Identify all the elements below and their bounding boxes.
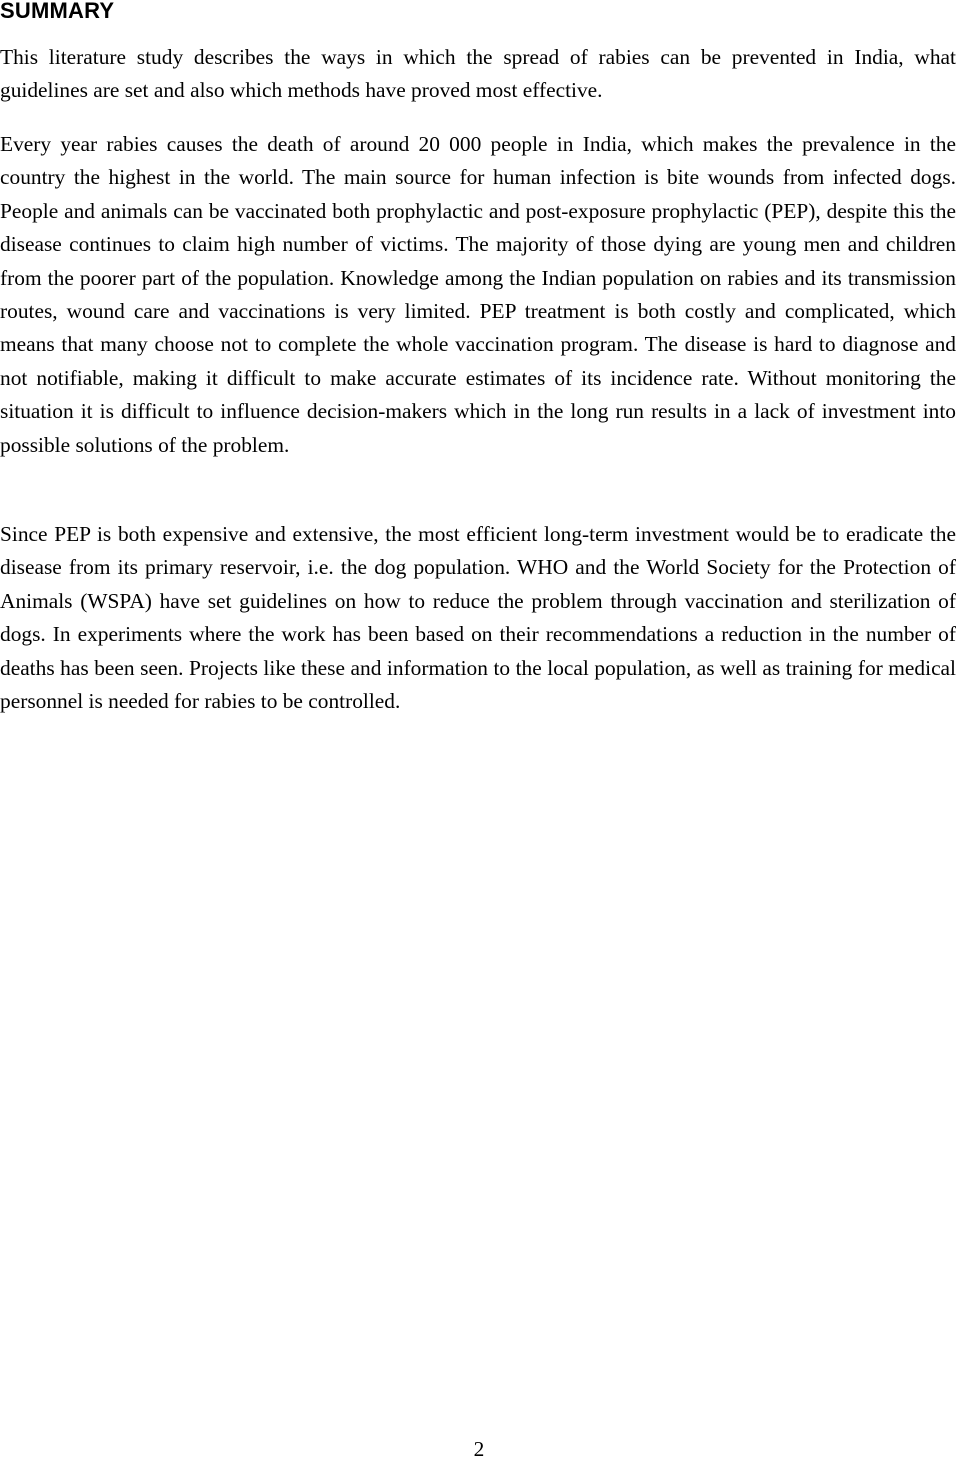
- page-number: 2: [473, 1437, 485, 1461]
- paragraph-intro: This literature study describes the ways in which the spread of rabies can be prevented in India, what guidelines are set and also which methods have proved most effective.: [0, 45, 956, 103]
- paragraph-recommendations: Since PEP is both expensive and extensive, the most efficient long-term investment would be to eradicate the disease from its primary reservoir, i.e. the dog population. WHO and the World Society for the Protection of Animals (WSPA) have set guidelines on how to reduce the problem through vaccination and sterilization of dogs. In experiments where the work has been based on their recommendations a reduction in the number of deaths has been seen. Projects like these and information to the local population, as well as training for medical personnel is needed for rabies to be controlled.: [0, 522, 956, 714]
- paragraph-background: Every year rabies causes the death of around 20 000 people in India, which makes the prevalence in the country the highest in the world. The main source for human infection is bite wounds from infected dogs. People and animals can be vaccinated both prophylactic and post-exposure prophylactic (PEP), despite this the disease continues to claim high number of victims. The majority of those dying are young men and children from the poorer part of the population. Knowledge among the Indian population on rabies and its transmission routes, wound care and vaccinations is very limited. PEP treatment is both costly and complicated, which means that many choose not to complete the whole vaccination program. The disease is hard to diagnose and not notifiable, making it difficult to make accurate estimates of its incidence rate. Without monitoring the situation it is difficult to influence decision-makers which in the long run results in a lack of investment into possible solutions of the problem.: [0, 132, 956, 457]
- section-heading: SUMMARY: [0, 0, 115, 23]
